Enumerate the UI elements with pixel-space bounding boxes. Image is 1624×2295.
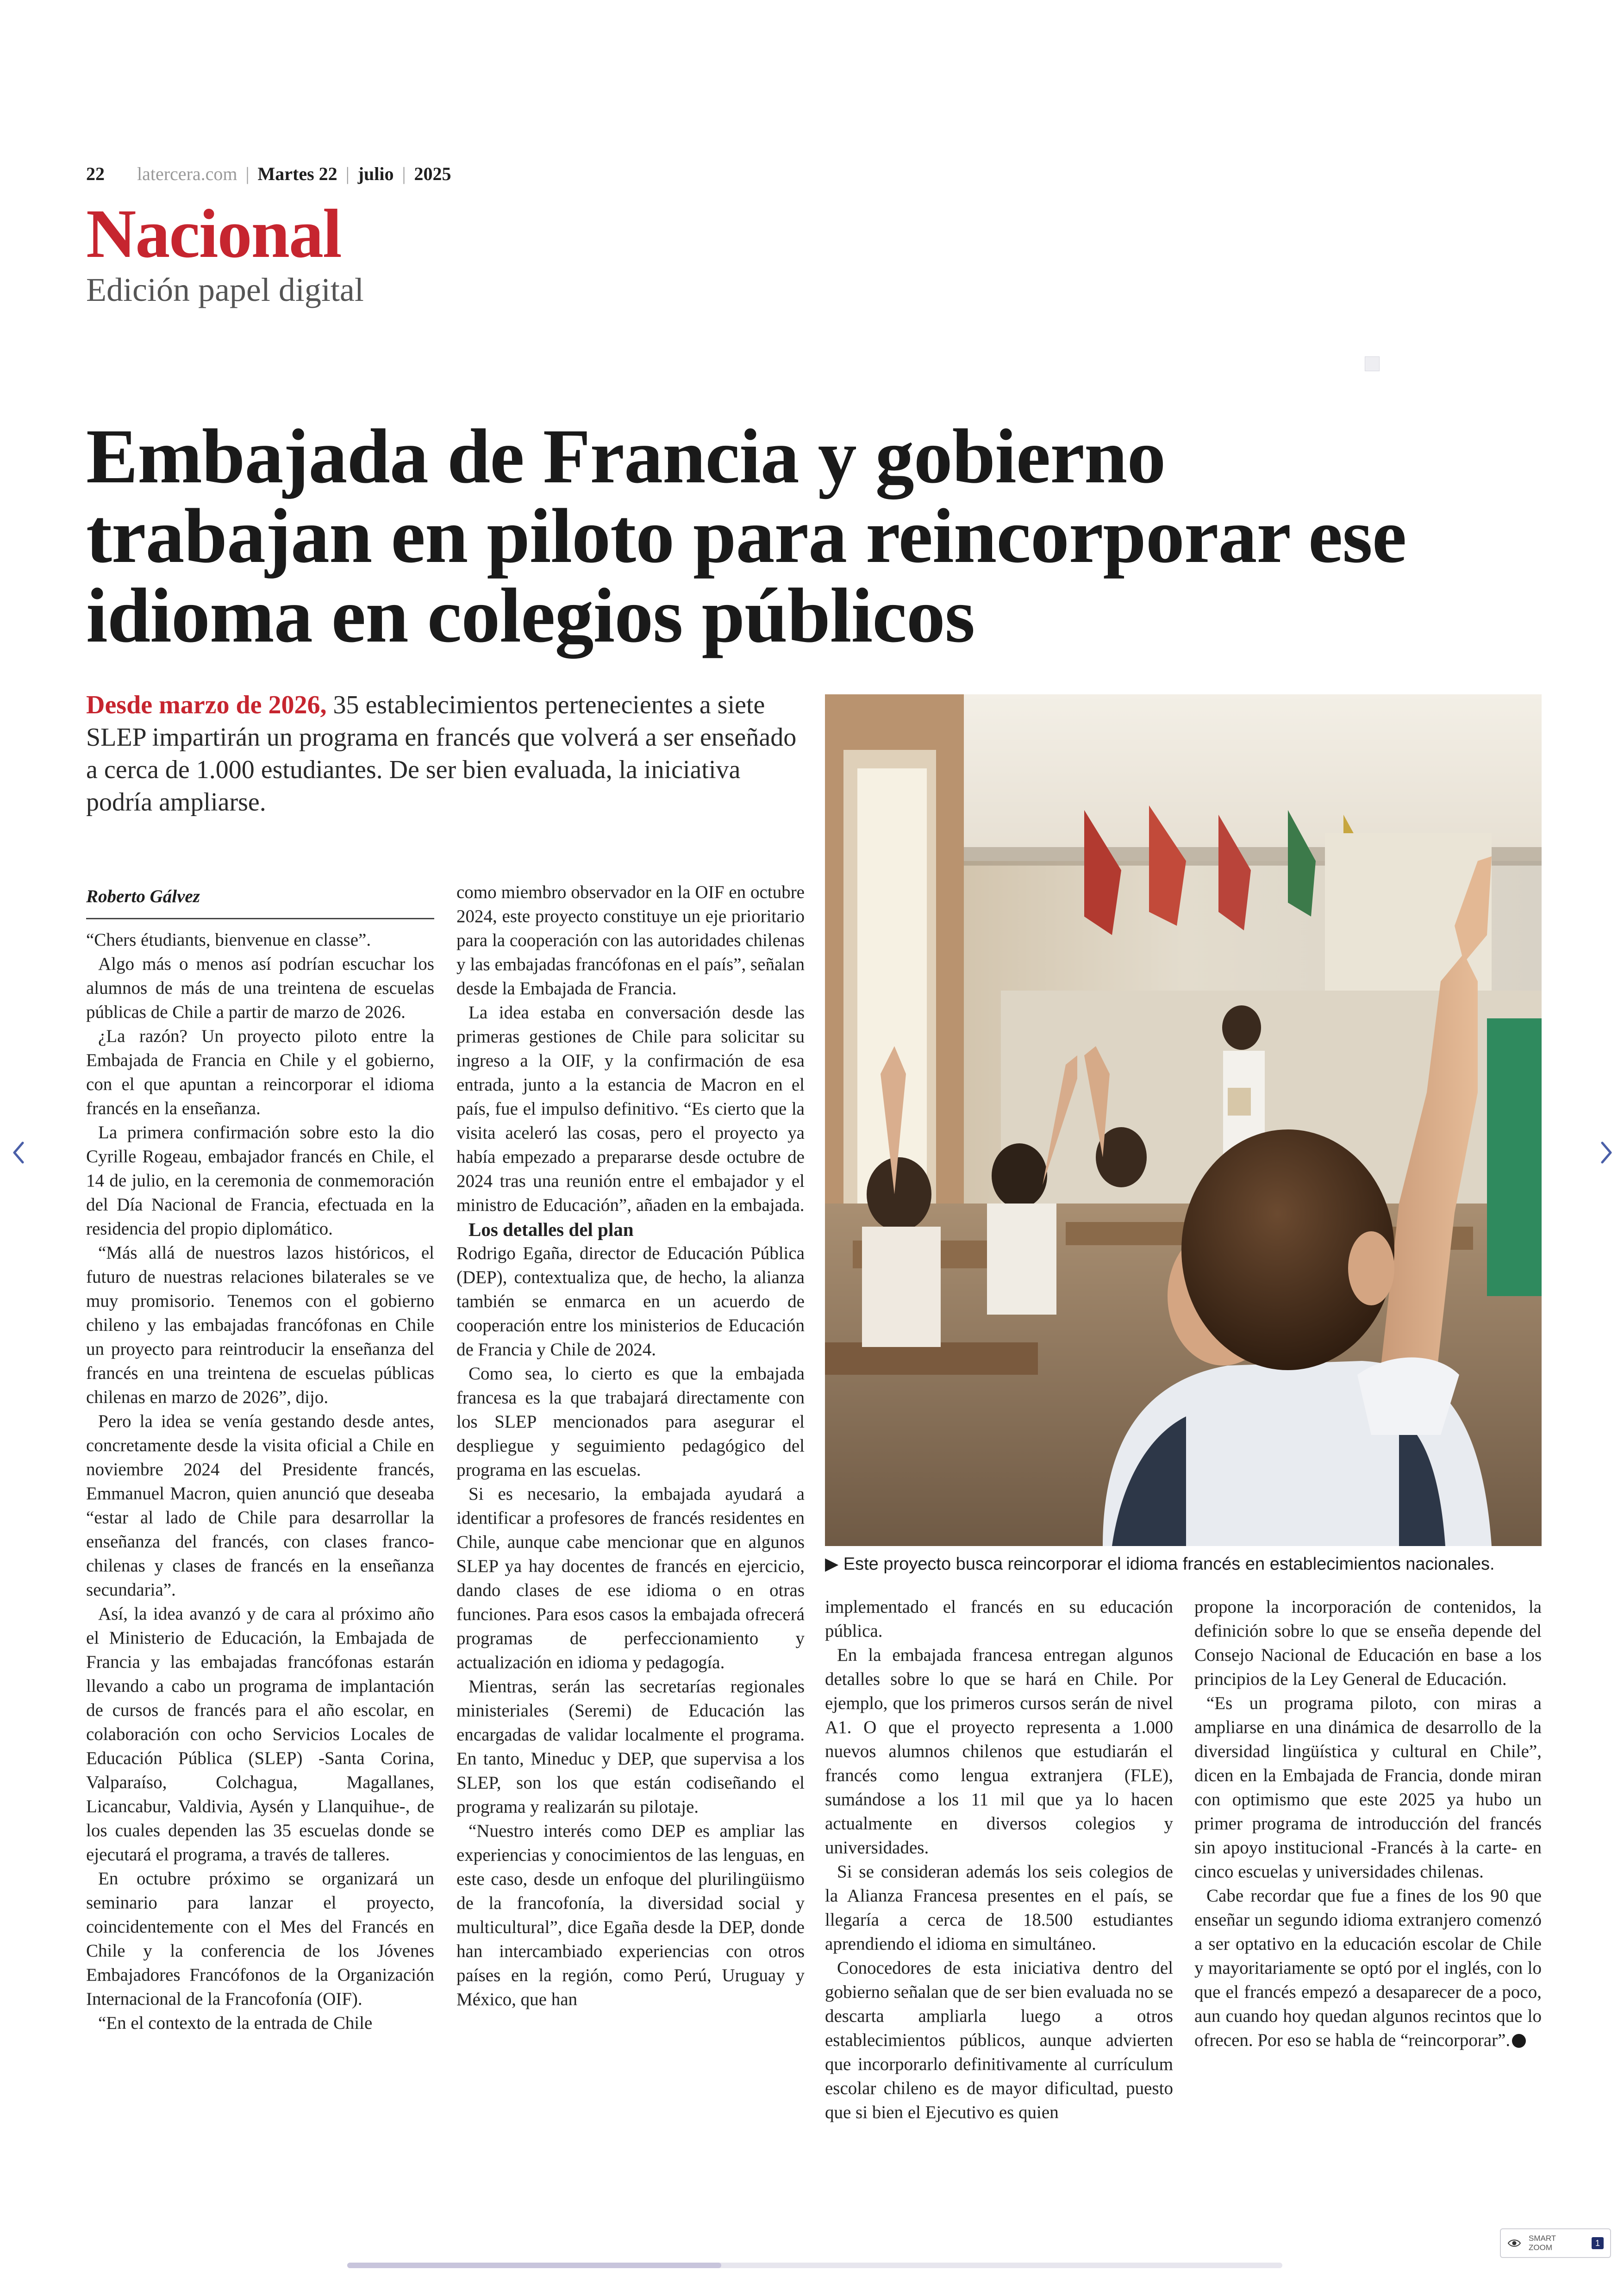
paragraph: La idea estaba en conversación desde las primeras gestiones de Chile para solicitar su ingreso a la OIF, y la confirmación de esa entrada, junto a la estancia de Macron en el país, fue el impulso definitivo. “Es cierto que la visita aceleró las cosas, pero el proyecto ya había empezado a prepararse desde octubre de 2024 tras una reunión entre el embajador y el ministro de Educación”, añaden en la embajada. [456,1003,805,1215]
paragraph: “Chers étudiants, bienvenue en classe”. [86,930,371,950]
page-marker-icon [1365,356,1380,371]
previous-page-button[interactable] [5,1134,32,1171]
paragraph: propone la incorporación de contenidos, la definición sobre lo que se enseña depende del Consejo Nacional de Educación en base a los principios de la Ley General de Educación. [1194,1597,1542,1689]
paragraph: Como sea, lo cierto es que la embajada francesa es la que trabajará directamente con los SLEP mencionados para asegurar el despliegue y seguimiento pedagógico del programa en las escuelas. [456,1364,805,1480]
paragraph [1194,1884,1542,2052]
article-headline: Embajada de Francia y gobierno trabajan en piloto para reincorporar ese idioma en colegios públicos [86,413,1406,659]
paragraph: En la embajada francesa entregan algunos detalles sobre lo que se hará en Chile. Por ejemplo, que los primeros cursos serán de nivel A1. O que el proyecto representa a 1.000 nuevos alumnos chilenos que estudiarán el francés como lengua extranjera (FLE), sumándose a los 11 mil que ya lo hacen actualmente en diversos colegios y universidades. [825,1645,1173,1858]
section-subhead: Los detalles del plan [468,1219,634,1240]
page-meta: 22 latercera.com | Martes 22 | julio | 2025 [86,163,451,184]
paragraph: Conocedores de esta iniciativa dentro del gobierno señalan que de ser bien evaluada no se descarta ampliarla luego a otros establecimientos públicos, aunque advierten que incorporarlo definitivamente al currículum escolar chileno es de mayor dificultad, puesto que si bien el Ejecutivo es quien [825,1958,1173,2122]
paragraph: “Es un programa piloto, con miras a ampliarse en una dinámica de desarrollo de la diversidad lingüística y cultural en Chile”, dicen en la Embajada de Francia, donde miran con optimismo que este 2025 ya hubo un primer programa de introducción del francés sin apoyo institucional -Francés à la carte- en cinco escuelas y universidades chilenas. [1194,1693,1542,1882]
site-name: latercera.com [137,163,237,184]
paragraph: La primera confirmación sobre esto la dio Cyrille Rogeau, embajador francés en Chile, el 14 de julio, en la ceremonia de conmemoración del Día Nacional de Francia, efectuada en la residencia del propio diplomático. [86,1123,434,1239]
photo-caption: ▶ Este proyecto busca reincorporar el idioma francés en establecimientos nacionales. [825,1554,1495,1574]
paragraph: Algo más o menos así podrían escuchar los alumnos de más de una treintena de escuelas públicas de Chile a partir de marzo de 2026. [86,954,434,1022]
paragraph: ¿La razón? Un proyecto piloto entre la Embajada de Francia en Chile y el gobierno, con el que apuntan a reincorporar el idioma francés en la enseñanza. [86,1026,434,1118]
edition-label: Edición papel digital [86,271,364,308]
chevron-right-icon [1599,1141,1613,1164]
paragraph: En octubre próximo se organizará un seminario para lanzar el proyecto, coincidentemente con el Mes del Francés en Chile y la conferencia de los Jóvenes Embajadores Francófonos de la Organización Internacional de la Francofonía (OIF). [86,1869,434,2009]
paragraph: Rodrigo Egaña, director de Educación Pública (DEP), contextualiza que, de hecho, la alianza también se enmarca en un acuerdo de cooperación entre los ministerios de Educación de Francia y Chile de 2024. [456,1243,805,1360]
paragraph: como miembro observador en la OIF en octubre 2024, este proyecto constituye un eje prioritario para la cooperación con las autoridades chilenas y las embajadas francófonas en el país”, señalan desde la Embajada de Francia. [456,882,805,998]
chevron-left-icon [12,1141,25,1164]
author-byline: Roberto Gálvez [86,886,434,919]
date-day: Martes 22 [257,163,337,184]
lead-highlight: Desde marzo de 2026, [86,691,327,719]
next-page-button[interactable] [1593,1134,1620,1171]
paragraph: Si es necesario, la embajada ayudará a identificar a profesores de francés residentes en Chile, aunque cabe mencionar que en algunos SLEP ya hay docentes de francés en ejercicio, dando clases de ese idioma o en otras funciones. Para esos casos la embajada ofrecerá programas de perfeccionamiento y actualización en idioma y pedagogía. [456,1484,805,1672]
article-column-1 [86,928,434,2035]
article-column-4 [1194,1595,1542,2052]
paragraph: “Nuestro interés como DEP es ampliar las experiencias y conocimientos de las lenguas, en este caso, desde un enfoque del plurilingüismo de la francofonía, la diversidad social y multicultural”, dice Egaña desde la DEP, donde han intercambiado experiencias con otros países en la región, como Perú, Uruguay y México, que han [456,1821,805,2009]
article-column-2 [456,880,805,2012]
paragraph: implementado el francés en su educación pública. [825,1597,1173,1641]
date-year: 2025 [414,163,451,184]
paragraph: “Más allá de nuestros lazos históricos, el futuro de nuestras relaciones bilaterales se ve muy promisorio. Tenemos con el gobierno chileno y las embajadas francófonas en Chile un proyecto para reintroducir la enseñanza del francés en una treintena de escuelas públicas chilenas en marzo de 2026”, dijo. [86,1243,434,1407]
eye-icon [1507,2239,1521,2248]
paragraph: Si se consideran además los seis colegios de la Alianza Francesa presentes en el país, se llegaría a cerca de 18.500 estudiantes aprendiendo el idioma en simultáneo. [825,1862,1173,1954]
smart-zoom-label: SMART ZOOM [1529,2234,1556,2252]
paragraph: Así, la idea avanzó y de cara al próximo año el Ministerio de Educación, la Embajada de Francia y las embajadas francófonas estarán llevando a cabo un programa de implantación de cursos de francés para el año escolar, en colaboración con ocho Servicios Locales de Educación Pública (SLEP) -Santa Corina, Valparaíso, Colchagua, Magallanes, Licancabur, Valdivia, Aysén y Llanquihue-, de los cuales dependen las 35 escuelas donde se ejecutará el programa, a través de talleres. [86,1604,434,1865]
lead-text: 35 establecimientos pertenecientes a siete SLEP impartirán un programa en francés que volverá a ser enseñado a cerca de 1.000 estudiantes. De ser bien evaluada, la iniciativa podría ampliarse. [86,691,797,817]
article-lead [86,689,808,818]
page-scrollbar[interactable] [347,2263,1282,2268]
date-month: julio [357,163,394,184]
article-column-3 [825,1595,1173,2125]
paragraph: Pero la idea se venía gestando desde antes, concretamente desde la visita oficial a Chile en noviembre 2024 del Presidente francés, Emmanuel Macron, quien anunció que deseaba “estar al lado de Chile para desarrollar la enseñanza del francés, con clases franco-chilenas y clases de francés en la enseñanza secundaria”. [86,1411,434,1600]
end-of-article-icon [1512,2034,1526,2048]
page-count-badge: 1 [1592,2237,1604,2249]
smart-zoom-button[interactable] [1500,2228,1611,2258]
paragraph: “En el contexto de la entrada de Chile [98,2013,373,2033]
page-number: 22 [86,163,105,184]
paragraph: Mientras, serán las secretarías regionales ministeriales (Seremi) de Educación las encargadas de validar localmente el programa. En tanto, Mineduc y DEP, que supervisa a los SLEP, son los que están codiseñando el programa y realizarán su pilotaje. [456,1677,805,1817]
section-title: Nacional [86,195,341,272]
paragraph-text: Cabe recordar que fue a fines de los 90 que enseñar un segundo idioma extranjero comenzó a ser optativo en la educación escolar de Chile y mayoritariamente se optó por el inglés, con lo que el francés empezó a desaparecer de a poco, aun cuando hoy quedan algunos recintos que lo ofrecen. Por eso se habla de “reincorporar”. [1194,1886,1542,2050]
scroll-thumb[interactable] [347,2263,721,2268]
article-photo [825,694,1542,1546]
